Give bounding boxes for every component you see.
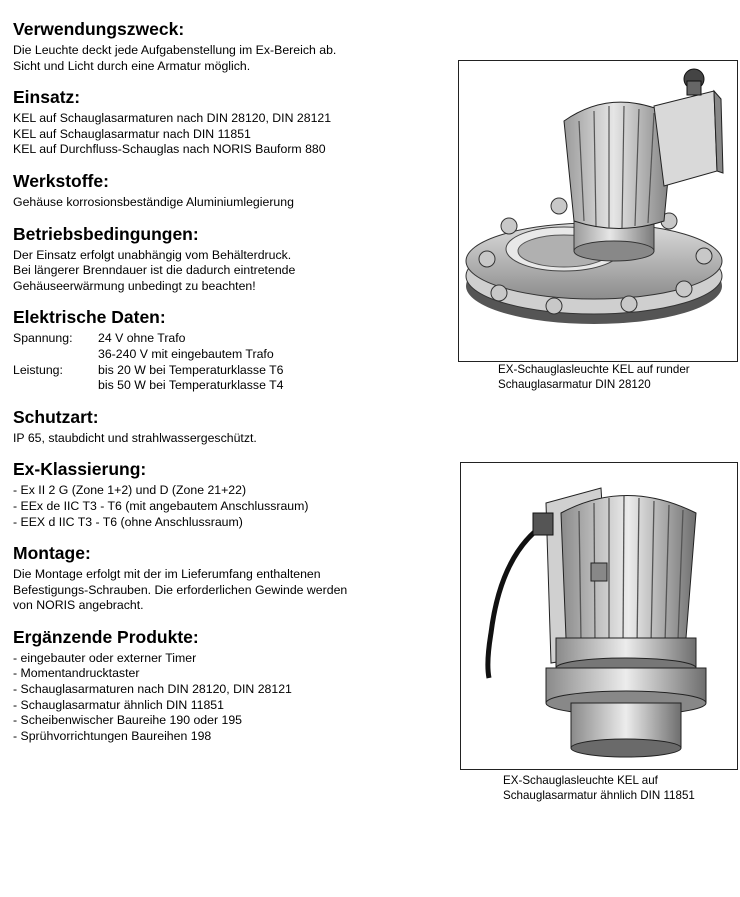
section-line: IP 65, staubdicht und strahlwassergeschützt. <box>13 430 257 445</box>
spec-key <box>13 378 98 394</box>
spec-key: Leistung: <box>13 362 63 377</box>
figure-kel-round-fitting <box>458 60 738 362</box>
caption-line: EX-Schauglasleuchte KEL auf <box>503 774 658 787</box>
section-schutzart <box>13 406 433 447</box>
section-line: - Ex II 2 G (Zone 1+2) und D (Zone 21+22) <box>13 483 247 498</box>
sight-glass-lamp-illustration <box>461 463 737 769</box>
section-line: - EEX d IIC T3 - T6 (ohne Anschlussraum) <box>13 514 243 529</box>
section-montage <box>13 542 433 614</box>
spec-key: Spannung: <box>13 331 73 346</box>
spec-value: 36-240 V mit eingebautem Trafo <box>98 346 274 361</box>
spec-row <box>13 331 433 347</box>
section-title: Ex-Klassierung: <box>13 459 147 480</box>
section-line: - Schauglasarmatur ähnlich DIN 11851 <box>13 697 224 712</box>
section-line: Der Einsatz erfolgt unabhängig vom Behälterdruck. <box>13 247 292 262</box>
sight-glass-lamp-illustration <box>459 61 737 361</box>
section-line: - eingebauter oder externer Timer <box>13 650 197 665</box>
section-title: Werkstoffe: <box>13 170 109 191</box>
section-ergaenzende-produkte <box>13 626 433 745</box>
figure-caption <box>503 774 695 803</box>
section-line: Befestigungs-Schrauben. Die erforderlichen Gewinde werden <box>13 582 348 597</box>
section-line: Die Montage erfolgt mit der im Lieferumfang enthaltenen <box>13 567 321 582</box>
spec-value: 24 V ohne Trafo <box>98 331 186 346</box>
section-line: Gehäuseerwärmung unbedingt zu beachten! <box>13 278 256 293</box>
section-line: Gehäuse korrosionsbeständige Aluminiumlegierung <box>13 194 294 209</box>
caption-line: Schauglasarmatur DIN 28120 <box>498 377 651 391</box>
section-title: Montage: <box>13 543 91 564</box>
spec-value: bis 50 W bei Temperaturklasse T4 <box>98 378 284 393</box>
section-title: Elektrische Daten: <box>13 307 166 328</box>
section-line: - EEx de IIC T3 - T6 (mit angebautem Anschlussraum) <box>13 498 309 513</box>
section-verwendungszweck <box>13 18 433 74</box>
spec-row <box>13 378 433 394</box>
spec-value: bis 20 W bei Temperaturklasse T6 <box>98 362 284 377</box>
section-werkstoffe <box>13 170 433 211</box>
section-einsatz <box>13 86 433 158</box>
section-line: KEL auf Durchfluss-Schauglas nach NORIS Bauform 880 <box>13 142 326 157</box>
section-line: - Momentandrucktaster <box>13 666 140 681</box>
section-title: Einsatz: <box>13 87 81 108</box>
section-line: von NORIS angebracht. <box>13 598 144 613</box>
caption-line: Schauglasarmatur ähnlich DIN 11851 <box>503 788 695 802</box>
section-line: - Schauglasarmaturen nach DIN 28120, DIN 28121 <box>13 682 292 697</box>
section-line: - Scheibenwischer Baureihe 190 oder 195 <box>13 713 243 728</box>
figure-caption <box>498 363 690 392</box>
section-line: Die Leuchte deckt jede Aufgabenstellung im Ex-Bereich ab. <box>13 43 337 57</box>
section-betriebsbedingungen <box>13 223 433 295</box>
spec-row <box>13 347 433 363</box>
spec-row <box>13 363 433 379</box>
section-title: Ergänzende Produkte: <box>13 626 199 647</box>
section-title: Betriebsbedingungen: <box>13 223 199 244</box>
section-line: Bei längerer Brenndauer ist die dadurch eintretende <box>13 263 296 278</box>
section-line: KEL auf Schauglasarmatur nach DIN 11851 <box>13 126 251 141</box>
caption-line: EX-Schauglasleuchte KEL auf runder <box>498 363 690 376</box>
section-ex-klassierung <box>13 458 433 530</box>
section-title: Schutzart: <box>13 406 99 427</box>
section-line: - Sprühvorrichtungen Baureihen 198 <box>13 728 212 743</box>
text-column <box>13 18 433 744</box>
section-elektrische-daten <box>13 306 433 393</box>
section-line: KEL auf Schauglasarmaturen nach DIN 28120, DIN 28121 <box>13 111 332 126</box>
figure-kel-din11851-fitting <box>460 462 738 770</box>
section-line: Sicht und Licht durch eine Armatur möglich. <box>13 58 251 73</box>
spec-key <box>13 347 98 363</box>
section-title: Verwendungszweck: <box>13 19 185 39</box>
